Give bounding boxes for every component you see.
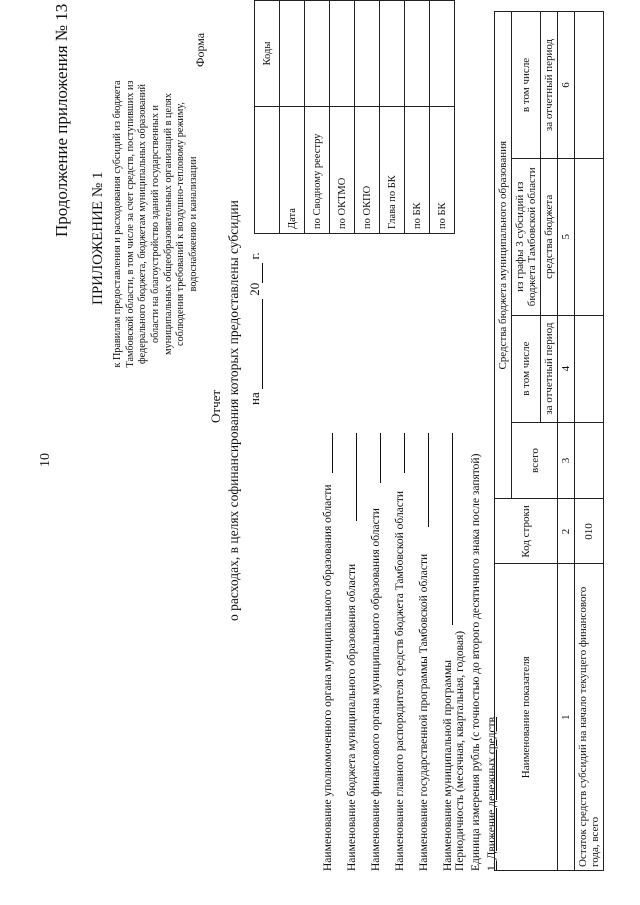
col-period3: за отчетный период xyxy=(541,12,558,159)
code-cell[interactable] xyxy=(330,1,355,107)
code-cell[interactable] xyxy=(355,1,380,107)
column-numbers-row: 1 2 3 4 5 6 xyxy=(558,12,575,871)
code-cell[interactable] xyxy=(305,1,330,107)
appendix-text: к Правилам предоставления и расходования субсидий из бюджета Тамбовской области, в том числе за счет средств, поступивших из федерального бюджета, бюджетам муниципальных образований области на благоустройство зданий государственных и муниципальных общеобразовательных организаций в целях соблюдения требований к воздушно-тепловому режиму, водоснабжению и канализации xyxy=(112,80,199,368)
col-code: Код строки xyxy=(495,499,558,564)
col-period: за отчетный период xyxy=(541,315,558,422)
codes-row: Глава по БК xyxy=(380,1,405,448)
field-main-manager: Наименование главного распорядителя средств бюджета Тамбовской области xyxy=(384,451,408,871)
header-fields xyxy=(312,451,456,871)
codes-header: Коды xyxy=(255,1,280,107)
code-cell[interactable] xyxy=(405,1,430,107)
col-from-region: средства бюджета xyxy=(541,158,558,315)
codes-table xyxy=(254,0,455,447)
section-title: 1. Движение денежных средств xyxy=(486,717,498,871)
col-total: всего xyxy=(512,422,558,499)
col-incl: в том числе xyxy=(512,315,541,422)
form-label: Форма xyxy=(193,32,207,67)
code-cell[interactable] xyxy=(430,1,455,107)
codes-row: Дата xyxy=(280,1,305,448)
codes-row: по Сводному реестру xyxy=(305,1,330,448)
report-title: Отчет xyxy=(208,389,223,423)
field-municipal-program: Наименование муниципальной программы xyxy=(432,451,456,871)
field-blank[interactable] xyxy=(428,433,429,527)
field-authorized-body: Наименование уполномоченного органа муниципального образования области xyxy=(312,451,336,871)
table-cell[interactable] xyxy=(575,158,604,315)
field-state-program: Наименование государственной программы Тамбовской области xyxy=(408,451,432,871)
col-indicator: Наименование показателя xyxy=(495,564,558,871)
appendix-title: ПРИЛОЖЕНИЕ № 1 xyxy=(90,171,106,305)
col-budget: Средства бюджета муниципального образования xyxy=(495,12,512,500)
codes-row: по ОКПО xyxy=(355,1,380,448)
static-lines xyxy=(452,454,500,871)
report-subtitle: о расходах, в целях софинансирования которых предоставлены субсидии xyxy=(226,200,241,621)
table-cell[interactable] xyxy=(575,422,604,499)
year-suffix: г. xyxy=(247,252,262,260)
periodicity-label: Периодичность (месячная, квартальная, годовая) xyxy=(454,630,466,871)
cash-flow-table xyxy=(494,11,604,871)
table-row: Остаток средств субсидий на начало текущего финансового года, всего 010 xyxy=(575,12,604,871)
year-prefix: 20 xyxy=(247,282,262,296)
codes-row: по БК xyxy=(430,1,455,448)
code-cell[interactable] xyxy=(280,1,305,107)
field-blank[interactable] xyxy=(332,433,333,473)
col-from-subsidy: из графы 3 субсидий из бюджета Тамбовской области xyxy=(512,158,541,315)
unit-label: Единица измерения рубль (с точностью до второго десятичного знака после запятой) xyxy=(470,453,482,871)
field-budget: Наименование бюджета муниципального образования области xyxy=(336,451,360,871)
field-finance-body: Наименование финансового органа муниципального образования области xyxy=(360,451,384,871)
continuation-title: Продолжение приложения № 13 xyxy=(52,3,71,237)
table-cell[interactable] xyxy=(575,315,604,422)
field-blank[interactable] xyxy=(380,433,381,483)
code-cell[interactable] xyxy=(380,1,405,107)
codes-row: по БК xyxy=(405,1,430,448)
codes-row: по ОКТМО xyxy=(330,1,355,448)
table-cell[interactable] xyxy=(575,12,604,159)
na-prefix: на xyxy=(247,392,262,405)
field-blank[interactable] xyxy=(356,433,357,521)
col-incl2: в том числе xyxy=(512,12,541,159)
page-number: 10 xyxy=(38,453,53,467)
field-blank[interactable] xyxy=(404,433,405,473)
